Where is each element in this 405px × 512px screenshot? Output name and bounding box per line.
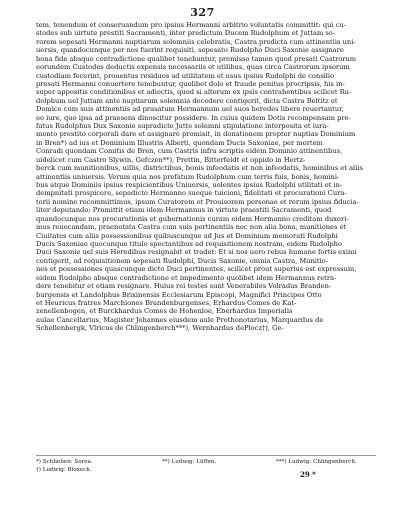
text-line: Schellenbergk, Vlricus de Chlingenberch***), Wernhardus dePlocz†), Ge- [36, 324, 284, 333]
text-line: mus reuocandam, praenotata Castra cum suis pertinentiis nec non alia bona, munitiones et [36, 223, 347, 232]
text-line: uersis, quandocunque per nos fuerint requisiti, sepesato Rudolpho Duci Saxonie assignare [36, 46, 344, 55]
text-line: eorundem Custodes deductis expensis necessariis et utilibus, quas circa Castrorum ipsorum [36, 63, 350, 72]
text-line: tem, tenendum et conseruandum pro ipsius Hermanni arbitrio voluntatis committit: qui cu- [36, 21, 347, 29]
footnote-3: ***) Ludwig: Chlingenberch. [276, 459, 357, 465]
text-line: bus atque Dominiis ipsius respicientibus Uniuersis, uolentes ipsius Rudolphi utilitati et in- [36, 181, 343, 190]
footnote-1: *) Schlieben: Sorea. [36, 459, 93, 465]
signature-mark: 29 * [300, 470, 316, 479]
text-line: Ciuitates cum aliis possessionibus quibuscunque ad Jus et Dominium memorati Rudolphi [36, 231, 338, 240]
text-line: liter deputando; Promittit etiam idem Hermannus in virtute praestiti Sacramenti, quod [36, 206, 332, 215]
text-line: Ducis Saxoniae quocunque titulo spectantibus ad requisitionem nostram, eidem Rudolpho [36, 239, 342, 248]
text-line: uidelicet cum Castro Slywin, Gefczen**), Prettin, Bitterfeldt et oppido in Hertz- [36, 155, 306, 164]
text-line: aulae Cancellarius, Magister Johannes eiusdem aule Prothonotarius, Marquardus de [36, 315, 324, 324]
text-line: Domice cum suis attinentiis ad prasatum Hermannum uel suos heredes libere reuertantur, [36, 105, 344, 114]
page-number: 327 [190, 6, 215, 19]
footnote-2: **) Ludwig: Lüffen. [162, 459, 217, 465]
text-line: burgensis et Landolphus Brixinensis Ecclesiarum Episcopi, Magnifici Principes Otto [36, 290, 322, 299]
text-line: stodes sub uirtute prestiti Sacramenti, inter predictum Ducem Rudolphum et Juttam so- [36, 29, 336, 38]
text-line: fatus Rudolphus Dux Saxonie supradicte Jutte solemni stipulatione interposita et iura- [36, 122, 329, 131]
text-line: eo iure, quo ipsa ad praesens dinoscitur possidere. In cuius quidem Dotis recompensam pre- [36, 113, 351, 122]
text-line: torii nomine recommittimus, ipsum Curatorem et Prouisorem personae et rerum ipsius fiducia- [36, 197, 359, 206]
text-line: Conradi quondam Comitis de Bren, cum Castris infra scriptis eidem Dominio attinentibus, [36, 147, 343, 156]
footnote-4: †) Ludwig: Bloxeck. [36, 466, 92, 473]
text-line: dolphum uel Juttam ante nuptiarum solemnia decedere contigerit, dicta Castra Beltitz et [36, 96, 338, 105]
text-line: dempnitati prospicere, sepedicto Hermanno sueque tuicioni, fidelitati et procurationi Cura- [36, 189, 347, 198]
body-text [36, 21, 376, 333]
text-line: et Heuricus fratres Marchiones Brandenburgenses, Erhardus Comes de Kat- [36, 298, 297, 307]
text-line: nes et possessiones quascunque dicto Duci pertinentes, scilicet prout superius est expressum, [36, 265, 357, 274]
text-line: attinentiis uniuersis. Verum quia nos prefatum Rudolphum cum terris fuis, bonis, homini- [36, 172, 340, 181]
text-line: contigerit, ad requisitionem sepesati Rudolphi, Ducis Saxonie, omnia Castra, Munitio- [36, 256, 329, 265]
text-line: rorem sepesati Hermanni nuptiarum solemniis celebratis, Castra predicta cum attinentiis uni- [36, 37, 356, 46]
text-line: eidem Rudolpho absque contradictione et impedimento quolibet idem Hermannus retra- [36, 273, 337, 282]
text-line: presati Hermanni conuertere tenebuntur, quolibet dolo et fraude penitus procripsis, his in- [36, 79, 345, 88]
text-line: Duci Saxonie uel suis Heredibus resignabit et tradet: Et si nos uero rebus humane fortis eximi [36, 248, 357, 257]
text-line: dere tenebitur et etiam resignare. Huius rei testes sunt Venerabiles Volradus Branden- [36, 282, 332, 291]
text-line: zenellenbogen, et Burckhardus Comes de Hohenloe, Eberhardus Imperialis [36, 307, 293, 316]
footnotes [36, 455, 376, 474]
text-line: bona fide absque contradictione qualibet tenebuntur, premisso tamen quod presati Castrorum [36, 54, 357, 63]
text-line: custodiam fecerint, prouentus residuos ad utilitatem et usus ipsius Rudolphi de consilio [36, 71, 335, 80]
text-line: quandocunque nos procurationis et gubernationis curam eidem Hermanno creditam duxeri- [36, 214, 349, 223]
text-line: mento prestito corporali dare et assignare promisit, in donationem propter nuptias Dominium [36, 130, 356, 139]
text-line: in Bren*) ad ius et Dominium Illustris Alberti, quondam Ducis Saxoniae, per mortem [36, 138, 323, 147]
text-line: berck cum munitionibus, uillis, districtibus, bonis infeodatis et non infeodatis, hominibus et aliis [36, 164, 363, 173]
text-line: super appositis conditionibus et adiectis, quod si alterum ex ipsis contrahentibus scilicet Ru- [36, 88, 352, 97]
